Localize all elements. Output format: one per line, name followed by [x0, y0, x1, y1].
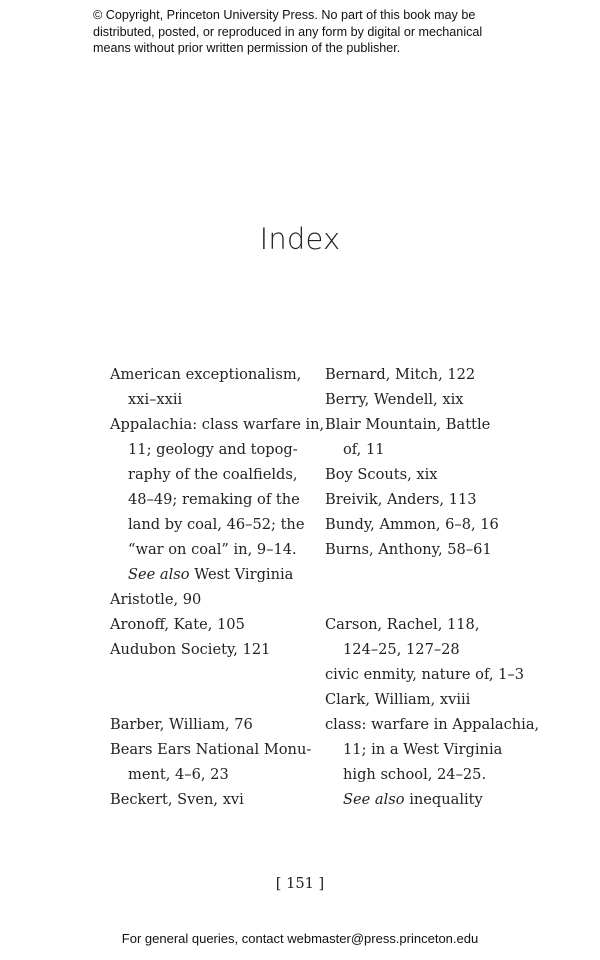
- index-entry-continuation: 11; in a West Virginia: [343, 741, 503, 758]
- index-entry-continuation: “war on coal” in, 9–14.: [128, 541, 297, 558]
- index-entry: Boy Scouts, xix: [325, 466, 438, 483]
- index-entry-continuation: land by coal, 46–52; the: [128, 516, 305, 533]
- index-entry: Berry, Wendell, xix: [325, 391, 464, 408]
- copyright-line: distributed, posted, or reproduced in any form by digital or mechanical: [93, 24, 483, 39]
- see-also-target: inequality: [404, 791, 483, 808]
- index-entry: Barber, William, 76: [110, 716, 253, 733]
- index-entry: Aristotle, 90: [110, 591, 202, 608]
- index-entry: Breivik, Anders, 113: [325, 491, 477, 508]
- section-gap: [110, 662, 310, 712]
- index-entry: Audubon Society, 121: [110, 641, 271, 658]
- index-entry: Bernard, Mitch, 122: [325, 366, 476, 383]
- page-title: Index: [259, 222, 341, 256]
- index-entry: Clark, William, xviii: [325, 691, 471, 708]
- index-entry-continuation: high school, 24–25.: [343, 766, 487, 783]
- section-gap: [325, 562, 525, 612]
- see-also-target: West Virginia: [189, 566, 294, 583]
- index-entry: Bundy, Ammon, 6–8, 16: [325, 516, 499, 533]
- index-see-also: [325, 787, 525, 812]
- index-see-also: [110, 562, 310, 587]
- copyright-notice: [93, 7, 533, 57]
- index-entry: civic enmity, nature of, 1–3: [325, 666, 524, 683]
- index-entry-continuation: 11; geology and topog-: [128, 441, 298, 458]
- copyright-line: means without prior written permission of the publisher.: [93, 41, 401, 55]
- index-entry-continuation: ment, 4–6, 23: [128, 766, 229, 783]
- index-entry: American exceptionalism,: [110, 366, 302, 383]
- index-entry: Appalachia: class warfare in,: [110, 416, 325, 433]
- contact-footer: For general queries, contact webmaster@press.princeton.edu: [121, 931, 479, 946]
- index-column-left: [110, 362, 325, 812]
- index-entry: Carson, Rachel, 118,: [325, 616, 480, 633]
- index-entry: Burns, Anthony, 58–61: [325, 541, 492, 558]
- index-entry: Beckert, Sven, xvi: [110, 791, 244, 808]
- page-number: [ 151 ]: [275, 875, 325, 892]
- index-entry-continuation: 48–49; remaking of the: [128, 491, 300, 508]
- copyright-line: © Copyright, Princeton University Press. No part of this book may be: [93, 8, 476, 22]
- index-entry-continuation: xxi–xxii: [128, 391, 183, 408]
- index-column-right: [325, 362, 540, 812]
- index-entry: Blair Mountain, Battle: [325, 416, 491, 433]
- index-entry-continuation: raphy of the coalfields,: [128, 466, 298, 483]
- index-entry: class: warfare in Appalachia,: [325, 716, 540, 733]
- index-entry-continuation: 124–25, 127–28: [343, 641, 460, 658]
- see-also-label: See also: [128, 566, 190, 583]
- index-entry: Bears Ears National Monu-: [110, 741, 312, 758]
- see-also-label: See also: [343, 791, 405, 808]
- index-entry: Aronoff, Kate, 105: [110, 616, 245, 633]
- index-entry-continuation: of, 11: [343, 441, 385, 458]
